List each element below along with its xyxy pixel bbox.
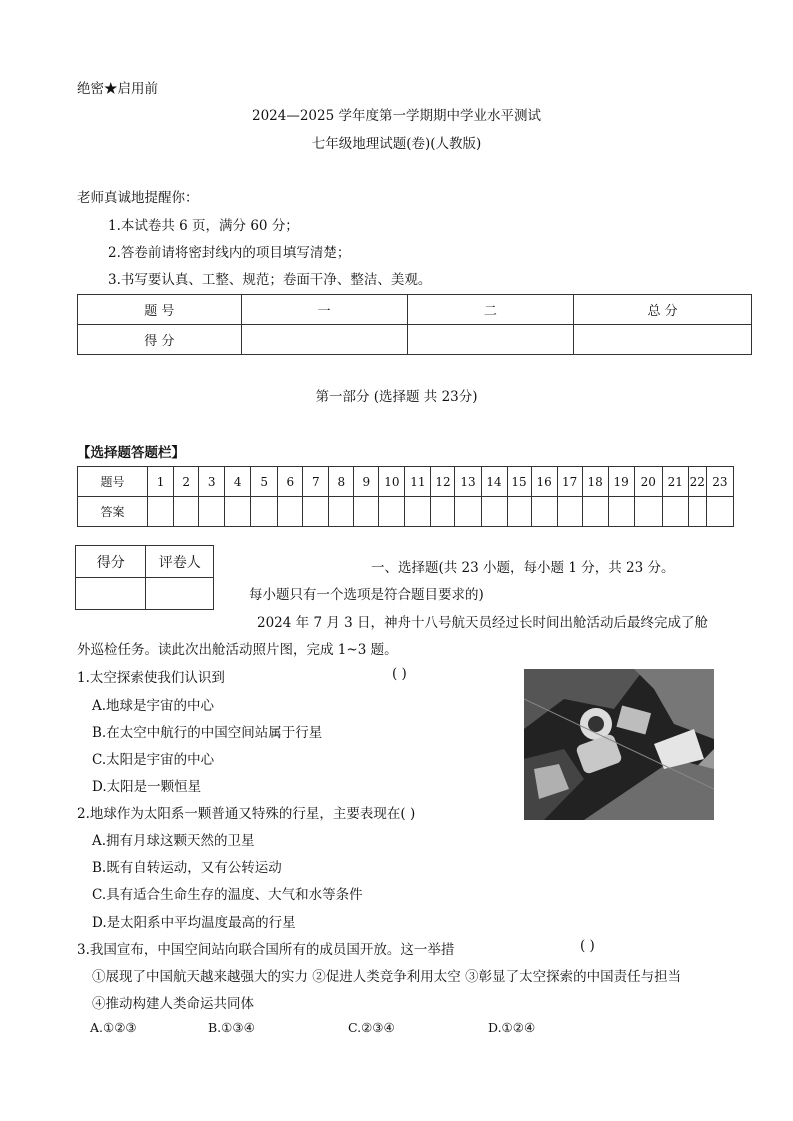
answer-number-3: 3 [199,467,225,497]
answer-label: 答案 [78,497,148,527]
question-3-statements-line1: ①展现了中国航天越来越强大的实力 ②促进人类竞争利用太空 ③彰显了太空探索的中国责任与担当 [92,969,682,985]
answer-number-4: 4 [225,467,251,497]
score-col-label: 题 号 [78,295,242,325]
answer-number-row [78,467,734,497]
spacewalk-photo-image [524,669,714,820]
score-table-header-row [78,295,752,325]
answer-number-8: 8 [329,467,354,497]
answer-number-11: 11 [405,467,431,497]
answer-number-2: 2 [174,467,199,497]
reminder-heading: 老师真诚地提醒你： [77,190,199,206]
grader-name-cell[interactable] [146,578,214,610]
question-2-stem: 2.地球作为太阳系一颗普通又特殊的行星，主要表现在( ) [77,806,416,822]
part-title: 第一部分 (选择题 共 23分) [315,389,478,405]
answer-bar-title: 【选择题答题栏】 [77,445,185,461]
question-1-option-b[interactable]: B.在太空中航行的中国空间站属于行星 [92,725,323,741]
question-1-bracket: ( ) [392,666,407,682]
section1-title: 一、选择题(共 23 小题，每小题 1 分，共 23 分。 [371,560,675,576]
exam-title: 2024—2025 学年度第一学期期中学业水平测试 [251,108,541,124]
answer-cell-19[interactable] [608,497,634,527]
answer-cell-14[interactable] [481,497,507,527]
score-col-part2: 二 [407,295,574,325]
question-3-option-a[interactable]: A.①②③ [90,1020,137,1035]
answer-cell-1[interactable] [148,497,174,527]
question-1-option-c[interactable]: C.太阳是宇宙的中心 [92,752,215,768]
answer-number-12: 12 [431,467,455,497]
question-3-stem: 3.我国宣布，中国空间站向联合国所有的成员国开放。这一举措 [77,942,455,958]
answer-cell-3[interactable] [199,497,225,527]
answer-number-6: 6 [278,467,303,497]
question-1-option-d[interactable]: D.太阳是一颗恒星 [92,779,202,795]
question-2-option-a[interactable]: A.拥有月球这颗天然的卫星 [92,833,255,849]
reminder-item-1: 1.本试卷共 6 页，满分 60 分； [108,218,299,234]
answer-cell-18[interactable] [582,497,608,527]
answer-number-20: 20 [634,467,662,497]
section1-note: 每小题只有一个选项是符合题目要求的) [249,587,484,603]
answer-cell-16[interactable] [531,497,557,527]
question-3-statements-line2: ④推动构建人类命运共同体 [92,996,254,1012]
answer-cell-21[interactable] [662,497,688,527]
answer-cell-8[interactable] [329,497,354,527]
score-col-total: 总 分 [574,295,752,325]
answer-cell-23[interactable] [706,497,733,527]
question-3-bracket: ( ) [580,938,595,954]
answer-number-19: 19 [608,467,634,497]
answer-cell-15[interactable] [507,497,531,527]
answer-cell-4[interactable] [225,497,251,527]
answer-number-1: 1 [148,467,174,497]
answer-cell-22[interactable] [688,497,706,527]
grader-score-label: 得分 [76,546,146,578]
answer-cell-7[interactable] [303,497,329,527]
reminder-item-2: 2.答卷前请将密封线内的项目填写清楚； [108,245,351,261]
secret-label: 绝密★启用前 [77,81,158,97]
answer-cell-20[interactable] [634,497,662,527]
answer-number-22: 22 [688,467,706,497]
exam-subtitle: 七年级地理试题(卷)(人教版) [311,136,482,152]
question-3-option-c[interactable]: C.②③④ [348,1020,395,1035]
question-1-option-a[interactable]: A.地球是宇宙的中心 [92,698,215,714]
section1-intro-line1: 2024 年 7 月 3 日，神舟十八号航天员经过长时间出舱活动后最终完成了舱 [257,615,708,631]
answer-number-9: 9 [354,467,379,497]
answer-table [77,466,734,527]
answer-cell-2[interactable] [174,497,199,527]
question-2-option-c[interactable]: C.具有适合生命生存的温度、大气和水等条件 [92,887,363,903]
answer-cell-6[interactable] [278,497,303,527]
grader-table [75,545,214,610]
score-row-label: 得 分 [78,325,242,355]
question-3-option-d[interactable]: D.①②④ [488,1020,536,1035]
grader-score-cell[interactable] [76,578,146,610]
score-col-part1: 一 [241,295,407,325]
grader-name-label: 评卷人 [146,546,214,578]
score-table-score-row [78,325,752,355]
answer-cell-9[interactable] [354,497,379,527]
answer-cell-5[interactable] [251,497,278,527]
answer-row-label: 题号 [78,467,148,497]
question-2-option-b[interactable]: B.既有自转运动，又有公转运动 [92,860,282,876]
answer-number-14: 14 [481,467,507,497]
score-table [77,294,752,355]
question-2-option-d[interactable]: D.是太阳系中平均温度最高的行星 [92,915,296,931]
answer-number-16: 16 [531,467,557,497]
answer-number-18: 18 [582,467,608,497]
answer-cell-13[interactable] [455,497,481,527]
question-3-option-b[interactable]: B.①③④ [208,1020,255,1035]
score-cell-total[interactable] [574,325,752,355]
section1-intro-line2: 外巡检任务。读此次出舱活动照片图，完成 1~3 题。 [77,642,398,658]
answer-cell-11[interactable] [405,497,431,527]
answer-number-15: 15 [507,467,531,497]
answer-cell-12[interactable] [431,497,455,527]
answer-number-5: 5 [251,467,278,497]
score-cell-part2[interactable] [407,325,574,355]
spacewalk-photo [524,669,714,820]
score-cell-part1[interactable] [241,325,407,355]
answer-number-13: 13 [455,467,481,497]
reminder-item-3: 3.书写要认真、工整、规范；卷面干净、整洁、美观。 [108,272,432,288]
answer-number-7: 7 [303,467,329,497]
answer-number-23: 23 [706,467,733,497]
answer-number-10: 10 [379,467,405,497]
answer-number-21: 21 [662,467,688,497]
answer-cell-10[interactable] [379,497,405,527]
answer-input-row [78,497,734,527]
question-1-stem: 1.太空探索使我们认识到 [77,670,225,686]
answer-number-17: 17 [557,467,582,497]
answer-cell-17[interactable] [557,497,582,527]
